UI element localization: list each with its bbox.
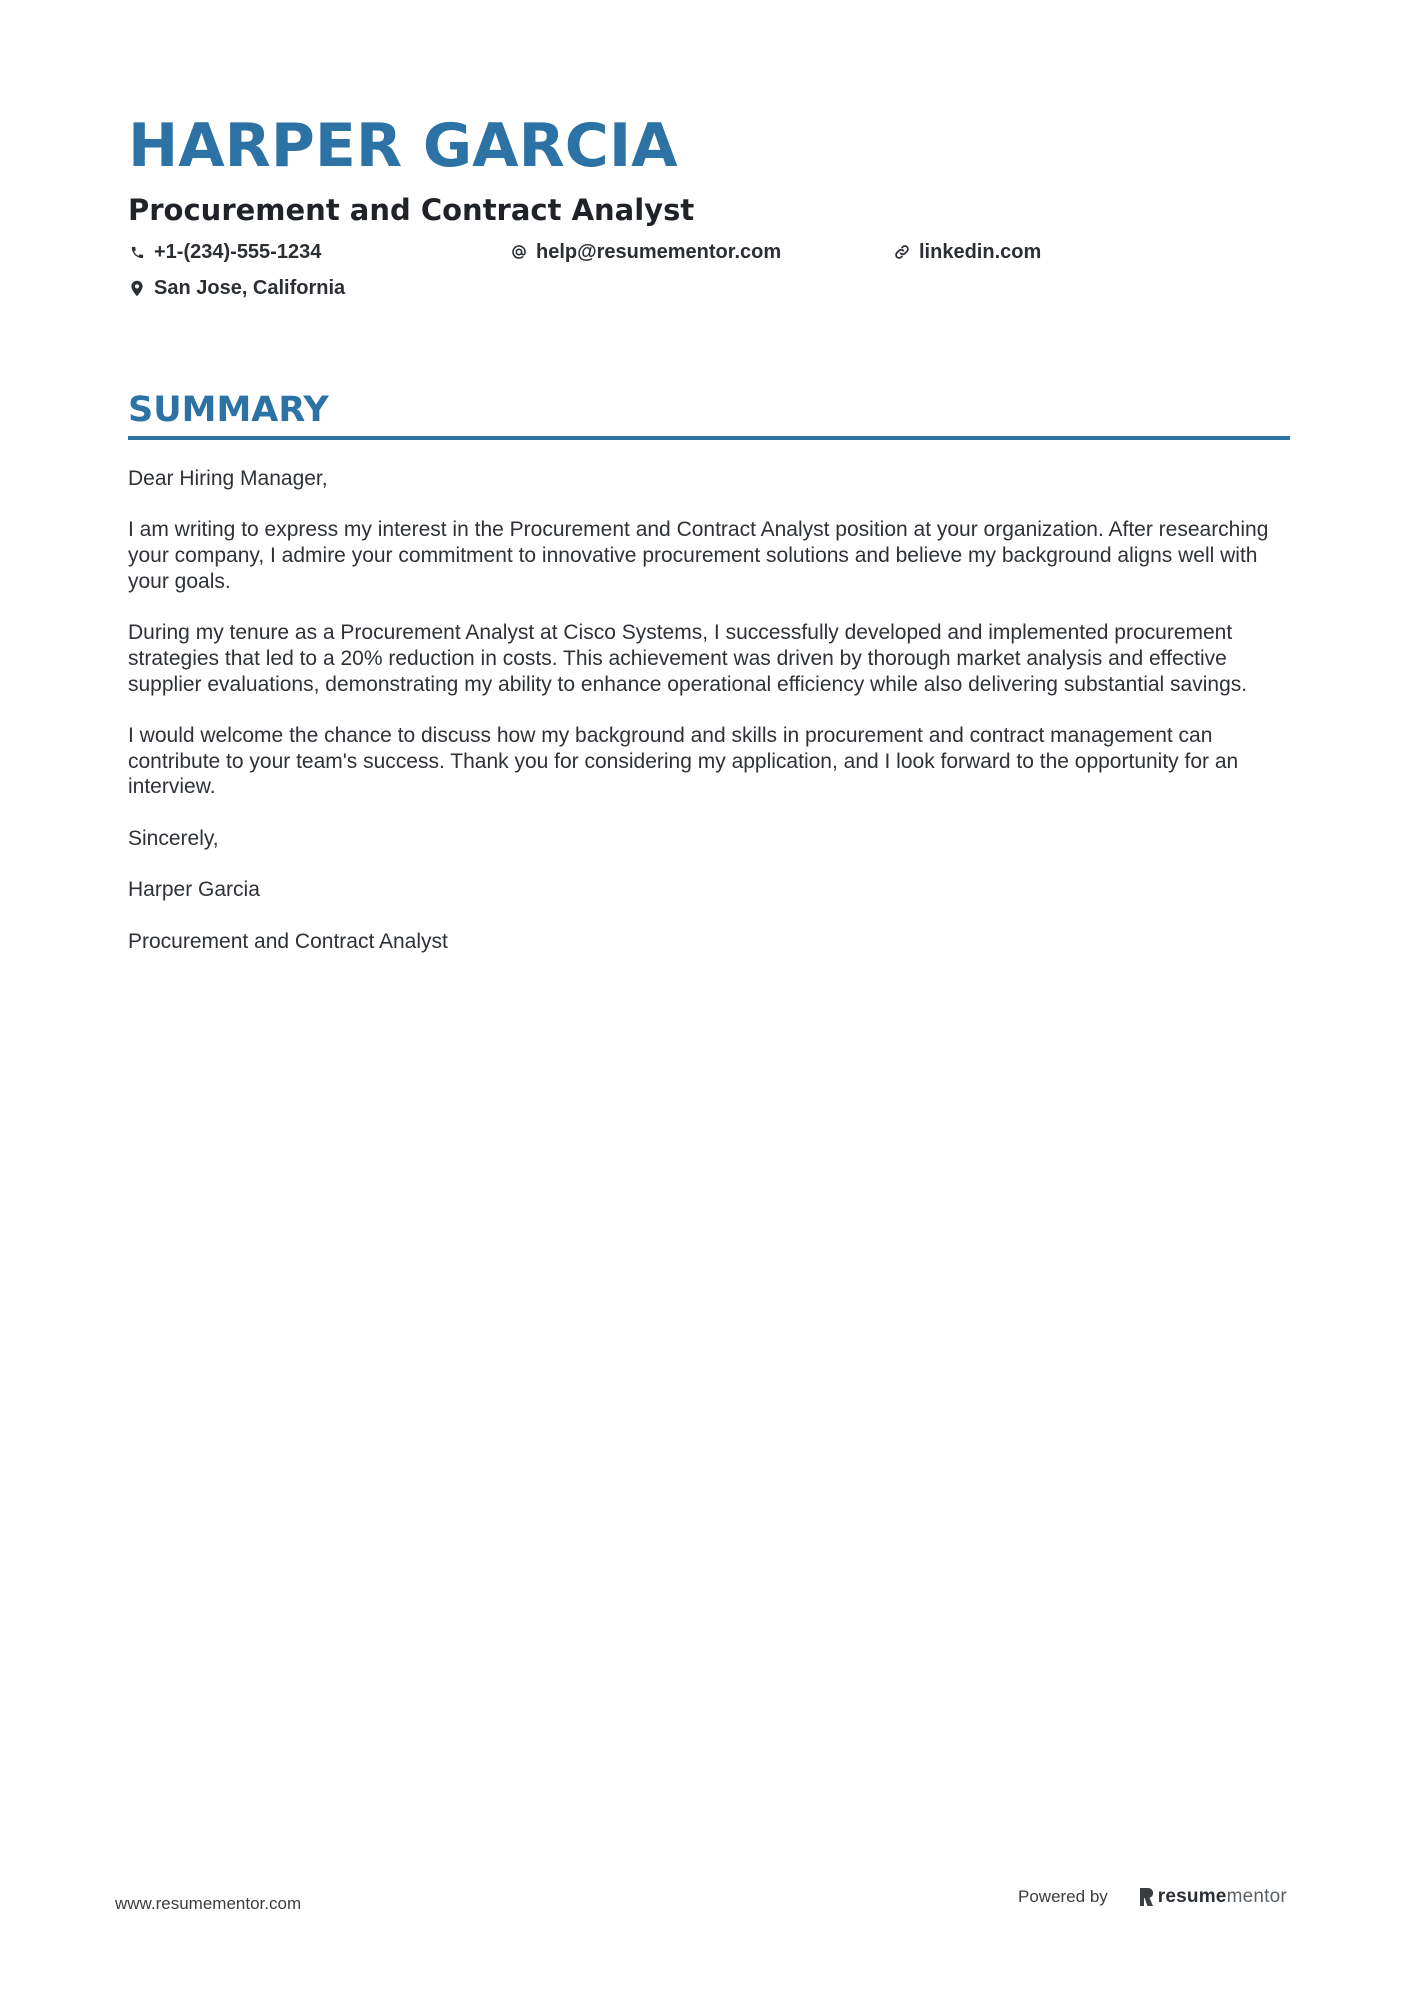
linkedin-text[interactable]: linkedin.com [919,241,1042,263]
brand-name-bold: resume [1157,1886,1227,1907]
email-text[interactable]: help@resumementor.com [536,241,782,263]
letter-paragraph: I am writing to express my interest in the Procurement and Contract Analyst position at your organization. After researching your company, I admire your commitment to innovative procurement solutions and believe my background aligns well with your goals. [128,518,1269,593]
footer-website[interactable]: www.resumementor.com [115,1894,302,1913]
resume-header [128,108,1290,312]
brand-logo[interactable] [1138,1886,1287,1908]
letter-signature-title: Procurement and Contract Analyst [128,929,448,953]
resumementor-logo-icon [1138,1887,1154,1907]
contact-info [128,238,1290,312]
section-heading-summary: SUMMARY [128,390,329,430]
cover-letter-body [128,466,1290,954]
at-icon [510,243,528,261]
summary-section [128,388,1290,980]
powered-by-label: Powered by [1018,1887,1108,1906]
link-icon [893,243,911,261]
contact-linkedin[interactable] [893,238,1041,266]
letter-paragraph: I would welcome the chance to discuss how my background and skills in procurement and contract management can contribute to your team's success. Thank you for considering my application, and I look forward to the opportunity for an interview. [128,723,1239,799]
candidate-title: Procurement and Contract Analyst [128,193,695,227]
phone-text: +1-(234)-555-1234 [154,241,322,263]
letter-salutation: Dear Hiring Manager, [128,467,328,490]
phone-icon [128,243,146,261]
location-text: San Jose, California [154,277,346,299]
letter-paragraph: During my tenure as a Procurement Analyst at Cisco Systems, I successfully developed and implemented procurement strategies that led to a 20% reduction in costs. This achievement was driven by thorough market analysis and effective supplier evaluations, demonstrating my ability to enhance operational efficiency while also delivering substantial savings. [128,621,1248,696]
map-pin-icon [128,279,146,297]
candidate-name: HARPER GARCIA [128,111,678,181]
contact-email[interactable] [510,238,781,266]
brand-name-light: mentor [1226,1886,1287,1907]
contact-location [128,274,345,302]
letter-closing: Sincerely, [128,826,219,850]
section-divider [128,436,1290,440]
footer-branding [1018,1886,1287,1908]
letter-signature-name: Harper Garcia [128,878,260,902]
contact-phone [128,238,321,266]
